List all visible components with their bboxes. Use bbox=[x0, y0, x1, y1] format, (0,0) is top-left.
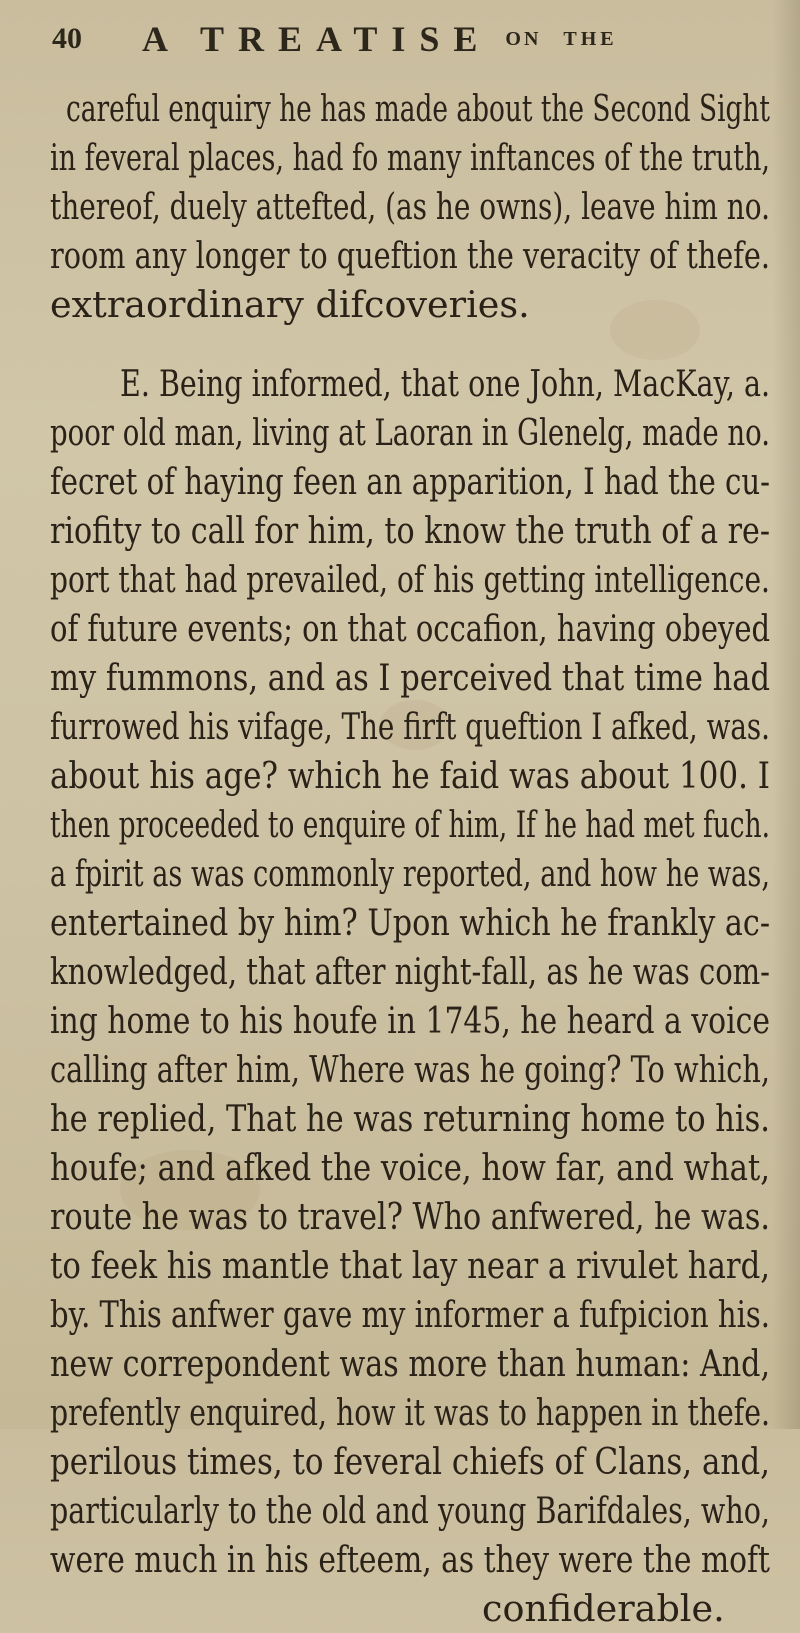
running-head bbox=[52, 4, 752, 74]
page-edge-shadow bbox=[772, 0, 800, 1429]
text-line: to feek his mantle that lay near a rivulet hard, bbox=[50, 1244, 771, 1287]
text-line: poor old man, living at Laoran in Glenelg, made no. bbox=[50, 411, 770, 454]
text-line: route he was to travel? Who anfwered, he was. bbox=[50, 1195, 770, 1238]
text-line: riofity to call for him, to know the truth of a re- bbox=[50, 509, 771, 552]
running-title-on: ON bbox=[505, 27, 542, 50]
text-line: careful enquiry he has made about the Second Sight bbox=[66, 87, 770, 130]
text-line: furrowed his vifage, The firft queftion I afked, was. bbox=[50, 705, 771, 748]
text-line: particularly to the old and young Barifdales, who, bbox=[50, 1489, 770, 1532]
text-line: my fummons, and as I perceived that time had bbox=[50, 656, 771, 699]
text-line: prefently enquired, how it was to happen in thefe. bbox=[50, 1391, 771, 1434]
text-line: room any longer to queftion the veracity of thefe. bbox=[50, 234, 770, 277]
paragraph-gap bbox=[50, 329, 770, 359]
text-line: new correpondent was more than human: And, bbox=[50, 1342, 771, 1385]
text-line: a fpirit as was commonly reported, and how he was, bbox=[50, 852, 770, 895]
text-line: thereof, duely attefted, (as he owns), leave him no. bbox=[50, 185, 770, 228]
text-line: knowledged, that after night-fall, as he was com- bbox=[50, 950, 770, 993]
text-line: calling after him, Where was he going? To which, bbox=[50, 1048, 770, 1091]
text-line: confiderable. bbox=[482, 1587, 725, 1630]
page-number: 40 bbox=[52, 22, 82, 55]
page-body-text bbox=[50, 84, 770, 1633]
text-line: houfe; and afked the voice, how far, and what, bbox=[50, 1146, 771, 1189]
text-line: extraordinary difcoveries. bbox=[50, 283, 530, 326]
text-line: about his age? which he faid was about 100. I bbox=[50, 754, 771, 797]
text-line: by. This anfwer gave my informer a fufpicion his. bbox=[50, 1293, 771, 1336]
text-line: fecret of haying feen an apparition, I had the cu- bbox=[50, 460, 771, 503]
running-title-the: THE bbox=[563, 27, 618, 50]
text-line: perilous times, to feveral chiefs of Clans, and, bbox=[50, 1440, 770, 1483]
running-title-article: A bbox=[142, 19, 182, 59]
text-line: entertained by him? Upon which he frankly ac- bbox=[50, 901, 771, 944]
text-line: port that had prevailed, of his getting intelligence. bbox=[50, 558, 770, 601]
text-line: he replied, That he was returning home to his. bbox=[50, 1097, 771, 1140]
text-line: were much in his efteem, as they were the moft bbox=[50, 1538, 771, 1581]
text-line: ing home to his houfe in 1745, he heard a voice bbox=[50, 999, 770, 1042]
text-line: of future events; on that occafion, having obeyed bbox=[50, 607, 771, 650]
text-line: in feveral places, had fo many inftances of the truth, bbox=[50, 136, 771, 179]
running-title-word: TREATISE bbox=[200, 19, 492, 59]
text-line: E. Being informed, that one John, MacKay, a. bbox=[120, 362, 771, 405]
text-line: then proceeded to enquire of him, If he had met fuch. bbox=[50, 803, 770, 846]
